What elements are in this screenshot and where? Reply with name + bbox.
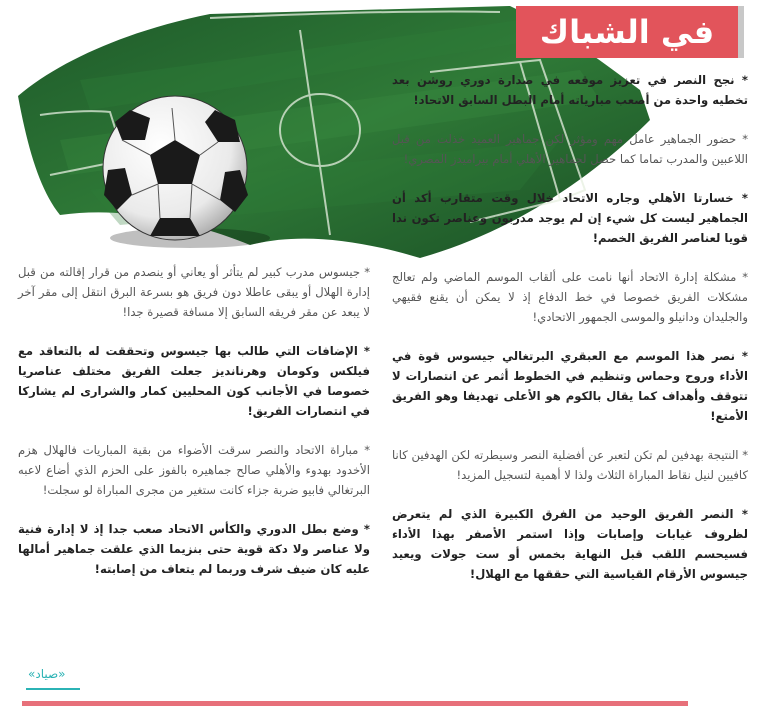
source-underline [26,688,80,690]
article-paragraph: * مشكلة إدارة الاتحاد أنها نامت على ألقاب الموسم الماضي ولم تعالج مشكلات الفريق خصوصا في خط الدفاع إذ لا يمكن أن يقنع فقيهي والجليدان ودانيلو والموسى الجمهور الاتحادي! [392,270,748,324]
article-paragraph: * نجح النصر في تعزيز موقعه في صدارة دوري روشن بعد تخطيه واحدة من أصعب مبارياته أمام البطل السابق الاتحاد! [392,73,748,107]
bottom-divider [22,701,688,706]
article-paragraph: * حضور الجماهير عامل مهم ومؤثر لكن جماهير العميد خذلت من قبل اللاعبين والمدرب تماما كما حصل لجماهير الأهلي أمام بيراميدز المصري! [392,132,748,166]
source-credit: «صياد» [28,667,66,681]
article-paragraph: * وضع بطل الدوري والكأس الاتحاد صعب جدا إذ لا إدارة فنية ولا عناصر ولا دكة قوية حتى بنزيما الذي علقت جماهير أمالها عليه كان ضيف شرف وربما لم يتعاف من إصابته! [18,522,370,576]
article-paragraph: * نصر هذا الموسم مع العبقري البرتغالي جيسوس قوة في الأداء وروح وحماس وتنظيم في الخطوط أثمر عن انتصارات لا تتوقف وأهداف كما يقال بالكوم هو الأعلى تهديفا وهو الفريق الأمتع! [392,349,748,423]
left-column [18,262,370,598]
article-paragraph: * الإضافات التي طالب بها جيسوس وتحققت له بالتعاقد مع فيلكس وكومان وهرنانديز جعلت الفريق مختلف عناصريا خصوصا في الأجانب كون المحليين كمار والشرارى لم يشاركا في انتصارات الفريق! [18,344,370,418]
article-paragraph: * خسارتا الأهلي وجاره الاتحاد خلال وقت متقارب أكد أن الجماهير ليست كل شيء إن لم يوجد مدربون وعناصر تكون ندا قويا لعناصر الفريق الخصم! [392,191,748,245]
article-paragraph: * جيسوس مدرب كبير لم يتأثر أو يعاني أو ينصدم من قرار إقالته من قبل إدارة الهلال أو يبقى عاطلا دون فريق هو بسرعة البرق انتقل إلى مقر آخر لا يبعد عن مقر فريقه السابق إلا مسافة قصيرة جدا! [18,265,370,319]
article-paragraph: * مباراة الاتحاد والنصر سرقت الأضواء من بقية المباريات فالهلال هزم الأخدود بهدوء والأهلي صالح جماهيره بالفوز على الحزم الذي أضاع لاعبه البرتغالي فابيو ضربة جزاء كانت ستغير من مجرى المباراة لو سجلت! [18,443,370,497]
right-column [392,70,748,603]
article-paragraph: * النتيجة بهدفين لم تكن لتعبر عن أفضلية النصر وسيطرته لكن الهدفين كانا كافيين لنيل نقاط المباراة الثلاث ولذا لا أهمية لتسجيل المزيد! [392,448,748,482]
section-title-box [516,6,738,58]
page-title: في الشباك [539,13,715,51]
article-paragraph: * النصر الفريق الوحيد من الفرق الكبيرة الذي لم يتعرض لظروف غيابات وإصابات وإذا استمر الأصفر بهذا الأداء فسيحسم اللقب قبل النهاية بخمس أو ست جولات ويعيد جيسوس الأرقام القياسية التي حققها مع الهلال! [392,507,748,581]
